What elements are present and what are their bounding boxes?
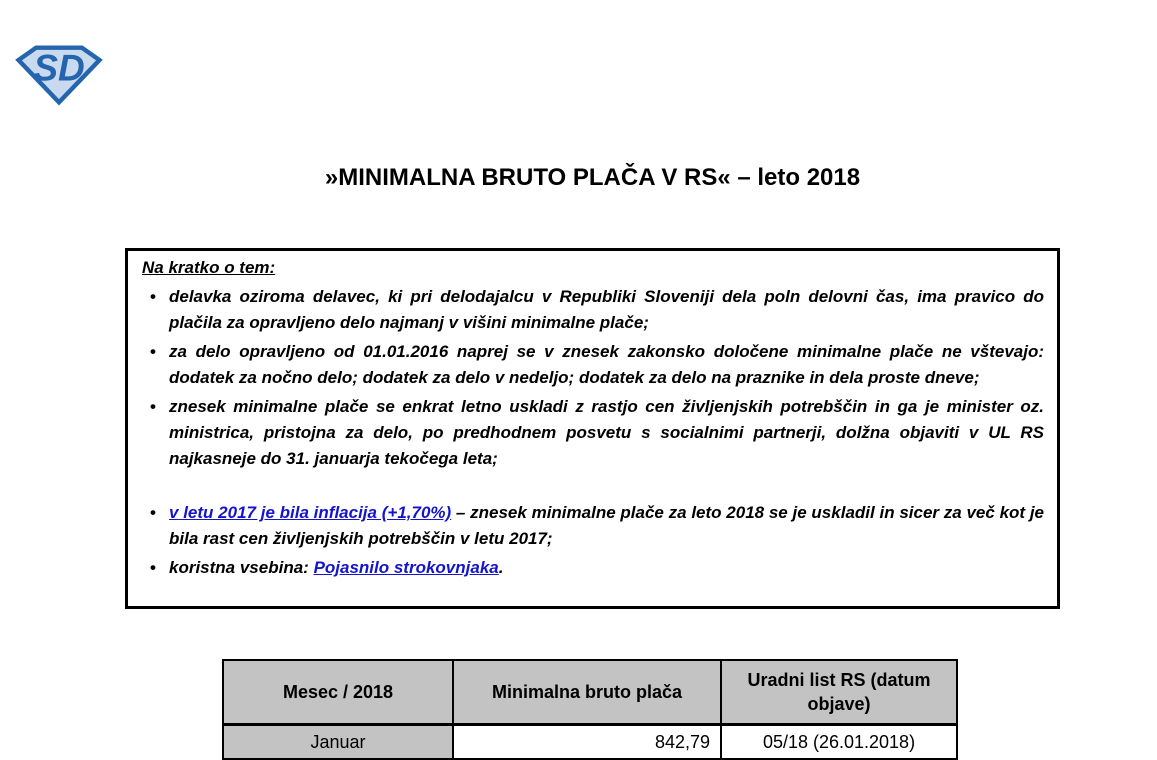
bullet-text: znesek minimalne plače se enkrat letno uskladi z rastjo cen življenjskih potrebščin in ga je minister oz. ministrica, pristojna za delo, po predhodnem posvetu s socialnimi partnerji, dolžna objaviti v UL RS najkasneje do 31. januarja tekočega leta; [169, 397, 1044, 468]
logo-letters: SD [33, 47, 85, 89]
bullet-item-1 [142, 284, 1044, 336]
bullet-text-prefix: koristna vsebina: [169, 558, 314, 577]
bullet-text: delavka oziroma delavec, ki pri delodajalcu v Republiki Sloveniji dela poln delovni čas, ima pravico do plačila za opravljeno delo najmanj v višini minimalne plače; [169, 287, 1044, 332]
cell-month: Januar [223, 725, 453, 760]
page-title: »MINIMALNA BRUTO PLAČA V RS« – leto 2018 [324, 164, 861, 191]
bullet-item-2 [142, 339, 1044, 391]
bullet-item-5 [142, 555, 1044, 581]
sd-logo [15, 44, 103, 106]
table-header-row [223, 660, 957, 725]
bullet-text: – znesek minimalne plače za leto 2018 se je uskladil in sicer za več kot je bila rast cen življenjskih potrebščin v letu 2017; [169, 503, 1044, 548]
minimum-wage-table [222, 659, 958, 760]
expert-explanation-link[interactable]: Pojasnilo strokovnjaka [313, 558, 499, 577]
inflation-2017-link[interactable]: v letu 2017 je bila inflacija (+1,70%) [169, 503, 452, 522]
cell-gazette: 05/18 (26.01.2018) [721, 725, 957, 760]
header-official-gazette: Uradni list RS (datum objave) [721, 660, 957, 725]
info-box [125, 248, 1060, 609]
bullet-item-3 [142, 394, 1044, 472]
header-month: Mesec / 2018 [223, 660, 453, 725]
info-box-heading [142, 255, 1044, 281]
sd-shield-icon [15, 44, 103, 106]
header-gross-wage: Minimalna bruto plača [453, 660, 721, 725]
table-row [223, 725, 957, 760]
bullet-item-4 [142, 500, 1044, 552]
bullet-text-suffix: . [498, 558, 504, 577]
bullet-text: za delo opravljeno od 01.01.2016 naprej se v znesek zakonsko določene minimalne plače ne vštevajo: dodatek za nočno delo; dodatek za delo v nedeljo; dodatek za delo na praznike in dela proste dneve; [169, 342, 1044, 387]
cell-amount: 842,79 [453, 725, 721, 760]
info-box-heading-text: Na kratko o tem: [142, 258, 276, 277]
